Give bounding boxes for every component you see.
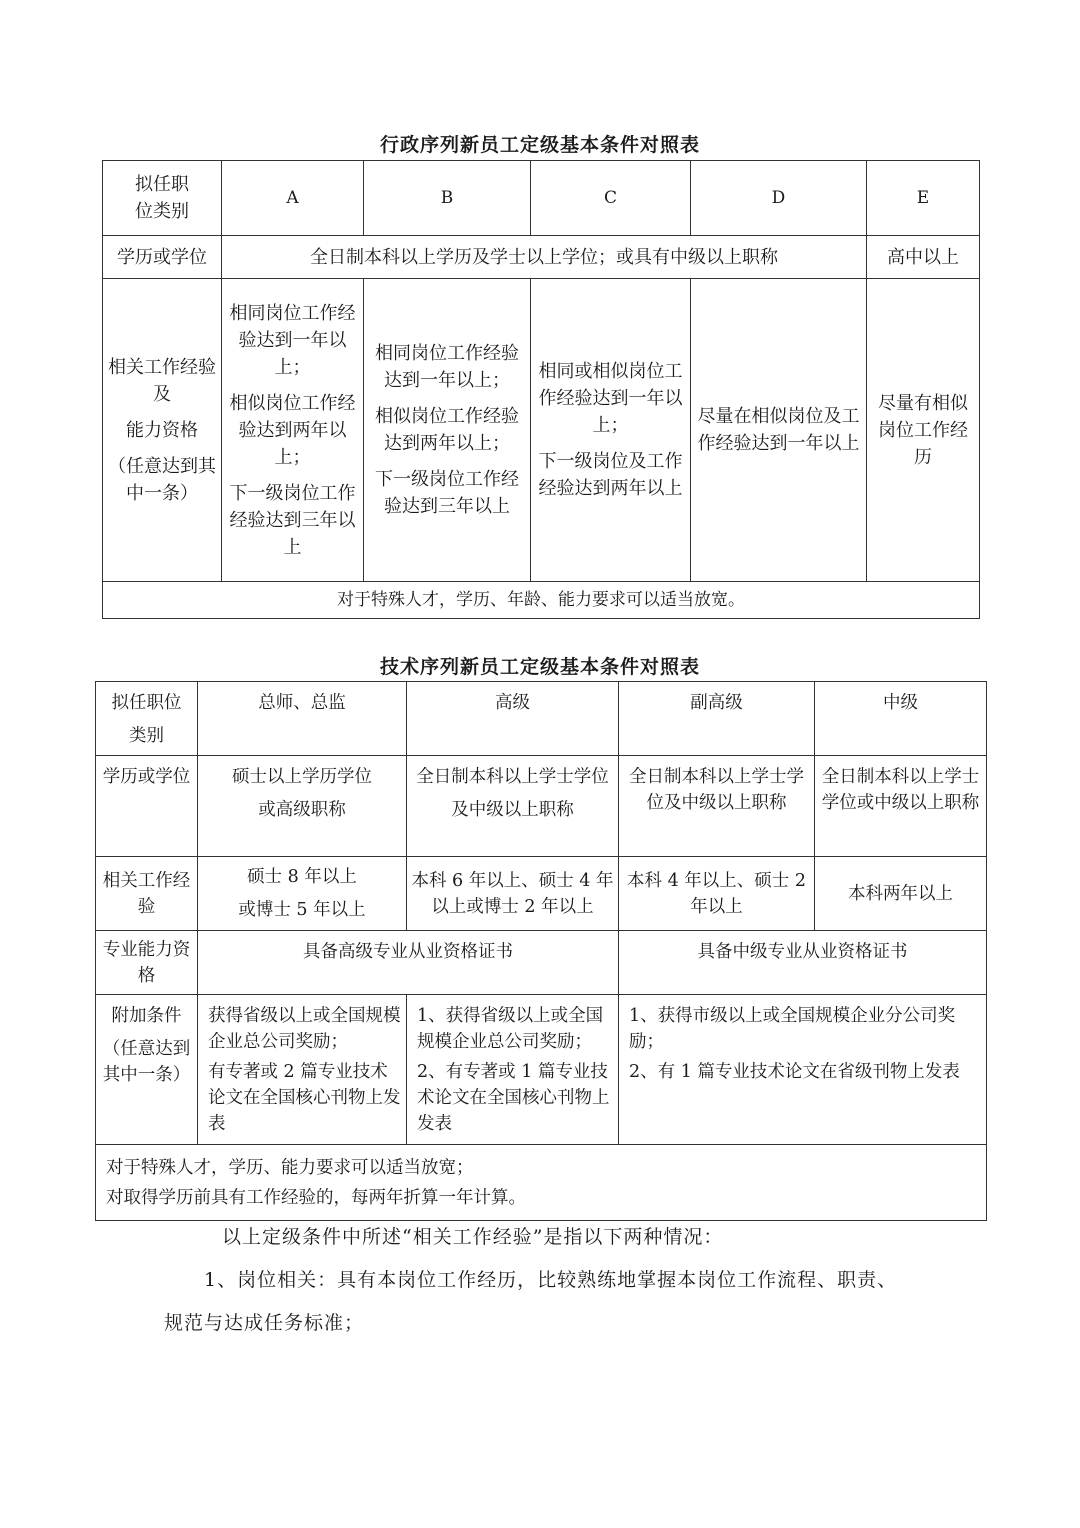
- col-header-b: B: [364, 161, 531, 236]
- experience-e: 尽量有相似岗位工作经历: [867, 279, 980, 582]
- col-header-c: C: [531, 161, 691, 236]
- qualification-lower-levels: 具备中级专业从业资格证书: [619, 931, 987, 995]
- experience-b: 相同岗位工作经验达到一年以上； 相似岗位工作经验达到两年以上； 下一级岗位工作经验达到三年以上: [364, 279, 531, 582]
- col-header-intermediate: 中级: [815, 682, 987, 756]
- row-label-position-category: 拟任职位 类别: [96, 682, 198, 756]
- paragraph-intro: 以上定级条件中所述“相关工作经验”是指以下两种情况：: [222, 1226, 724, 1248]
- row-label-experience: 相关工作经验: [96, 857, 198, 931]
- qualification-senior-levels: 具备高级专业从业资格证书: [198, 931, 619, 995]
- row-label-education: 学历或学位: [103, 236, 222, 279]
- col-header-d: D: [691, 161, 867, 236]
- extra-senior: 1、获得省级以上或全国规模企业总公司奖励； 2、有专著或 1 篇专业技术论文在全国核心刊物上发表: [407, 995, 619, 1145]
- table1-title: 行政序列新员工定级基本条件对照表: [379, 134, 700, 156]
- row-label-education: 学历或学位: [96, 756, 198, 857]
- education-senior: 全日制本科以上学士学位 及中级以上职称: [407, 756, 619, 857]
- col-header-associate-senior: 副高级: [619, 682, 815, 756]
- education-intermediate: 全日制本科以上学士学位或中级以上职称: [815, 756, 987, 857]
- experience-chief: 硕士 8 年以上 或博士 5 年以上: [198, 857, 407, 931]
- experience-a: 相同岗位工作经验达到一年以上； 相似岗位工作经验达到两年以上； 下一级岗位工作经验达到三年以上: [222, 279, 364, 582]
- experience-c: 相同或相似岗位工作经验达到一年以上； 下一级岗位及工作经验达到两年以上: [531, 279, 691, 582]
- education-associate-senior: 全日制本科以上学士学位及中级以上职称: [619, 756, 815, 857]
- education-chief: 硕士以上学历学位 或高级职称: [198, 756, 407, 857]
- paragraph-item-1-line2: 规范与达成任务标准；: [164, 1312, 365, 1334]
- col-header-chief: 总师、总监: [198, 682, 407, 756]
- experience-associate-senior: 本科 4 年以上、硕士 2 年以上: [619, 857, 815, 931]
- tech-grade-table: [95, 681, 987, 1221]
- col-header-senior: 高级: [407, 682, 619, 756]
- row-label-position-category: 拟任职 位类别: [103, 161, 222, 236]
- col-header-a: A: [222, 161, 364, 236]
- table1-note: 对于特殊人才，学历、年龄、能力要求可以适当放宽。: [103, 582, 980, 619]
- extra-lower-levels: 1、获得市级以上或全国规模企业分公司奖励； 2、有 1 篇专业技术论文在省级刊物上发表: [619, 995, 987, 1145]
- row-label-experience: 相关工作经验及 能力资格 （任意达到其中一条）: [103, 279, 222, 582]
- experience-intermediate: 本科两年以上: [815, 857, 987, 931]
- table2-title: 技术序列新员工定级基本条件对照表: [379, 656, 700, 678]
- row-label-qualification: 专业能力资格: [96, 931, 198, 995]
- col-header-e: E: [867, 161, 980, 236]
- row-label-extra-conditions: 附加条件 （任意达到其中一条）: [96, 995, 198, 1145]
- admin-grade-table: [102, 160, 980, 619]
- experience-senior: 本科 6 年以上、硕士 4 年以上或博士 2 年以上: [407, 857, 619, 931]
- education-a-to-d: 全日制本科以上学历及学士以上学位；或具有中级以上职称: [222, 236, 867, 279]
- education-e: 高中以上: [867, 236, 980, 279]
- experience-d: 尽量在相似岗位及工作经验达到一年以上: [691, 279, 867, 582]
- table2-notes: 对于特殊人才，学历、能力要求可以适当放宽； 对取得学历前具有工作经验的，每两年折算一年计算。: [96, 1145, 987, 1221]
- extra-chief: 获得省级以上或全国规模企业总公司奖励； 有专著或 2 篇专业技术论文在全国核心刊物上发表: [198, 995, 407, 1145]
- paragraph-item-1-line1: 1、岗位相关：具有本岗位工作经历，比较熟练地掌握本岗位工作流程、职责、: [204, 1269, 898, 1291]
